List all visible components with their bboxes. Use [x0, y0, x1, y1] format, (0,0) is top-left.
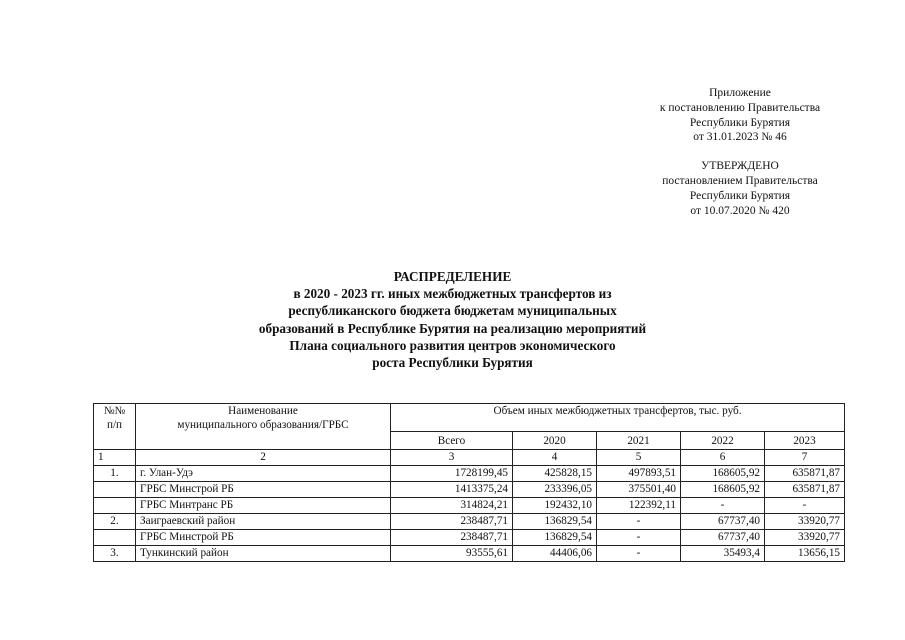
approval-line: Приложение	[709, 87, 771, 99]
table-row	[94, 466, 845, 482]
cell-2020: 192432,10	[513, 498, 597, 514]
column-number: 1	[94, 450, 136, 466]
table-row	[94, 514, 845, 530]
row-name: ГРБС Минстрой РБ	[136, 530, 391, 546]
column-number: 7	[765, 450, 845, 466]
cell-2022: 168605,92	[681, 482, 765, 498]
header-name	[136, 404, 391, 450]
header-year: 2022	[681, 432, 765, 450]
row-name: Тункинский район	[136, 546, 391, 562]
header-year: 2020	[513, 432, 597, 450]
approved-line: постановлением Правительства	[662, 174, 818, 187]
distribution-table	[93, 403, 845, 562]
document-title	[0, 268, 905, 371]
approval-line: от 31.01.2023 № 46	[693, 131, 787, 144]
table-row	[94, 498, 845, 514]
header-name-line: муниципального образования/ГРБС	[177, 419, 349, 431]
row-name: г. Улан-Удэ	[136, 466, 391, 482]
header-number-line: №№	[103, 405, 126, 417]
title-line: роста Республики Бурятия	[372, 355, 533, 371]
cell-2023: 635871,87	[765, 482, 845, 498]
row-number	[94, 482, 136, 498]
header-number	[94, 404, 136, 450]
title-line: в 2020 - 2023 гг. иных межбюджетных трансфертов из	[293, 286, 612, 302]
title-line: республиканского бюджета бюджетам муниципальных	[288, 303, 617, 319]
cell-total: 314824,21	[391, 498, 513, 514]
table-row	[94, 482, 845, 498]
cell-2020: 136829,54	[513, 530, 597, 546]
title-line: образований в Республике Бурятия на реализацию мероприятий	[258, 320, 647, 336]
row-number: 3.	[94, 546, 136, 562]
cell-2020: 425828,15	[513, 466, 597, 482]
cell-total: 1728199,45	[391, 466, 513, 482]
title-line: Плана социального развития центров экономического	[289, 337, 616, 353]
cell-2022: 67737,40	[681, 530, 765, 546]
cell-2022: 35493,4	[681, 546, 765, 562]
cell-2020: 136829,54	[513, 514, 597, 530]
cell-2023: -	[765, 498, 845, 514]
cell-2022: -	[681, 498, 765, 514]
header-total: Всего	[391, 432, 513, 450]
cell-2021: 375501,40	[597, 482, 681, 498]
table-row	[94, 530, 845, 546]
cell-2022: 67737,40	[681, 514, 765, 530]
approved-line: УТВЕРЖДЕНО	[701, 160, 779, 173]
row-name: Заиграевский район	[136, 514, 391, 530]
column-number: 2	[136, 450, 391, 466]
column-number: 6	[681, 450, 765, 466]
cell-total: 93555,61	[391, 546, 513, 562]
header-year: 2023	[765, 432, 845, 450]
header-row	[94, 404, 845, 432]
table-row	[94, 546, 845, 562]
row-number	[94, 530, 136, 546]
row-number: 1.	[94, 466, 136, 482]
cell-total: 238487,71	[391, 514, 513, 530]
cell-2021: -	[597, 546, 681, 562]
header-volume: Объем иных межбюджетных трансфертов, тыс. руб.	[391, 404, 845, 432]
approved-line: Республики Бурятия	[689, 189, 791, 202]
title-line: РАСПРЕДЕЛЕНИЕ	[393, 269, 512, 284]
spacer	[560, 145, 905, 159]
cell-total: 1413375,24	[391, 482, 513, 498]
approval-block	[560, 86, 905, 218]
cell-2020: 44406,06	[513, 546, 597, 562]
column-number: 5	[597, 450, 681, 466]
column-number: 3	[391, 450, 513, 466]
header-number-line: п/п	[106, 419, 123, 431]
row-name: ГРБС Минтранс РБ	[136, 498, 391, 514]
cell-2021: 497893,51	[597, 466, 681, 482]
cell-2022: 168605,92	[681, 466, 765, 482]
cell-2020: 233396,05	[513, 482, 597, 498]
cell-2023: 33920,77	[765, 514, 845, 530]
header-year: 2021	[597, 432, 681, 450]
approval-line: к постановлению Правительства	[659, 101, 821, 114]
column-number: 4	[513, 450, 597, 466]
column-number-row	[94, 450, 845, 466]
cell-2021: -	[597, 530, 681, 546]
row-number	[94, 498, 136, 514]
approved-line: от 10.07.2020 № 420	[690, 204, 790, 217]
row-number: 2.	[94, 514, 136, 530]
cell-2021: 122392,11	[597, 498, 681, 514]
approval-line: Республики Бурятия	[689, 116, 791, 129]
row-name: ГРБС Минстрой РБ	[136, 482, 391, 498]
cell-2021: -	[597, 514, 681, 530]
cell-2023: 635871,87	[765, 466, 845, 482]
header-name-line: Наименование	[228, 405, 298, 417]
cell-total: 238487,71	[391, 530, 513, 546]
cell-2023: 33920,77	[765, 530, 845, 546]
cell-2023: 13656,15	[765, 546, 845, 562]
